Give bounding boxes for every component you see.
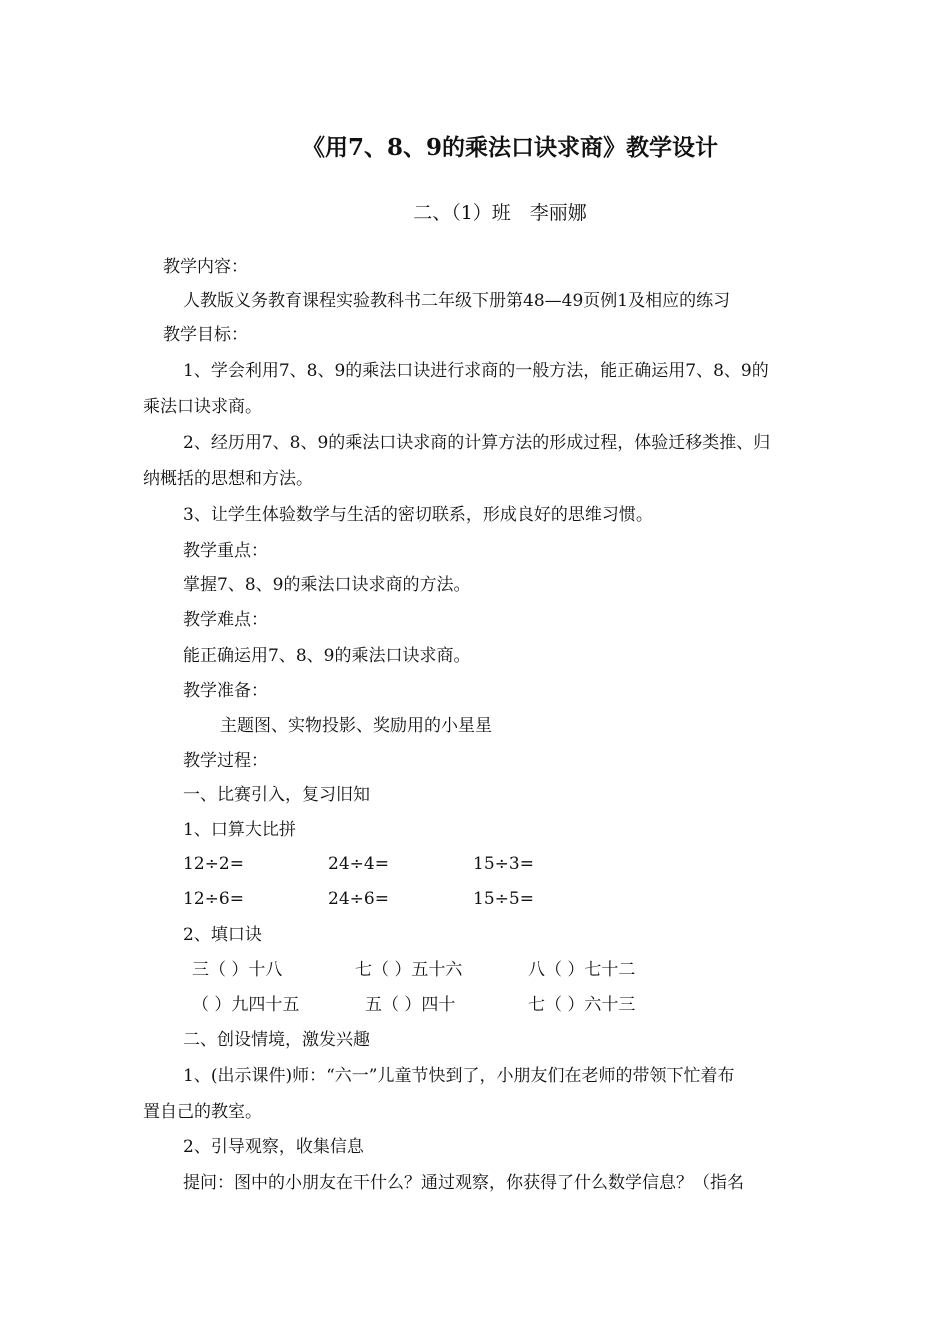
goal-1-line-2: 乘法口诀求商。 [143, 397, 262, 417]
fill-cell: （ ）九四十五 [192, 995, 300, 1015]
calc-cell: 24÷6= [328, 889, 389, 909]
document-title: 《用7、8、9的乘法口诀求商》教学设计 [301, 134, 718, 161]
preparation-text: 主题图、实物投影、奖励用的小星星 [220, 716, 492, 736]
goal-3: 3、让学生体验数学与生活的密切联系，形成良好的思维习惯。 [183, 505, 653, 525]
key-points-text: 掌握7、8、9的乘法口诀求商的方法。 [183, 575, 471, 595]
fill-cell: 八（ ）七十二 [528, 960, 636, 980]
goal-2-line-1: 2、经历用7、8、9的乘法口诀求商的计算方法的形成过程，体验迁移类推、归 [183, 433, 771, 453]
heading-difficult-points: 教学难点： [183, 610, 268, 630]
heading-teaching-content: 教学内容： [163, 257, 248, 277]
calc-cell: 15÷5= [473, 889, 534, 909]
fill-cell: 五（ ）四十 [365, 995, 456, 1015]
author-line: 二、（1）班 李丽娜 [413, 202, 587, 224]
heading-key-points: 教学重点： [183, 541, 268, 561]
section-2-item-2: 2、引导观察，收集信息 [183, 1137, 364, 1157]
calc-cell: 12÷2= [183, 854, 244, 874]
calc-cell: 24÷4= [328, 854, 389, 874]
fill-cell: 七（ ）六十三 [528, 995, 636, 1015]
section-2-item-1-line-1: 1、(出示课件)师：“六一”儿童节快到了，小朋友们在老师的带领下忙着布 [183, 1066, 735, 1086]
difficult-points-text: 能正确运用7、8、9的乘法口诀求商。 [183, 646, 471, 666]
section-2-item-1-line-2: 置自己的教室。 [143, 1102, 262, 1122]
section-2-heading: 二、创设情境，激发兴趣 [183, 1030, 370, 1050]
calc-cell: 15÷3= [473, 854, 534, 874]
goal-1-line-1: 1、学会利用7、8、9的乘法口诀进行求商的一般方法，能正确运用7、8、9的 [183, 361, 769, 381]
section-1-heading: 一、比赛引入，复习旧知 [183, 785, 370, 805]
goal-2-line-2: 纳概括的思想和方法。 [143, 469, 313, 489]
fill-cell: 七（ ）五十六 [355, 960, 463, 980]
teaching-content-text: 人教版义务教育课程实验教科书二年级下册第48—49页例1及相应的练习 [183, 291, 731, 311]
heading-teaching-goals: 教学目标： [163, 325, 248, 345]
calc-cell: 12÷6= [183, 889, 244, 909]
section-1-item-1: 1、口算大比拼 [183, 820, 296, 840]
section-1-item-2: 2、填口诀 [183, 925, 262, 945]
question-line: 提问：图中的小朋友在干什么？通过观察，你获得了什么数学信息？（指名 [183, 1173, 744, 1193]
heading-teaching-process: 教学过程： [183, 751, 268, 771]
fill-cell: 三（ ）十八 [192, 960, 283, 980]
heading-preparation: 教学准备： [183, 681, 268, 701]
